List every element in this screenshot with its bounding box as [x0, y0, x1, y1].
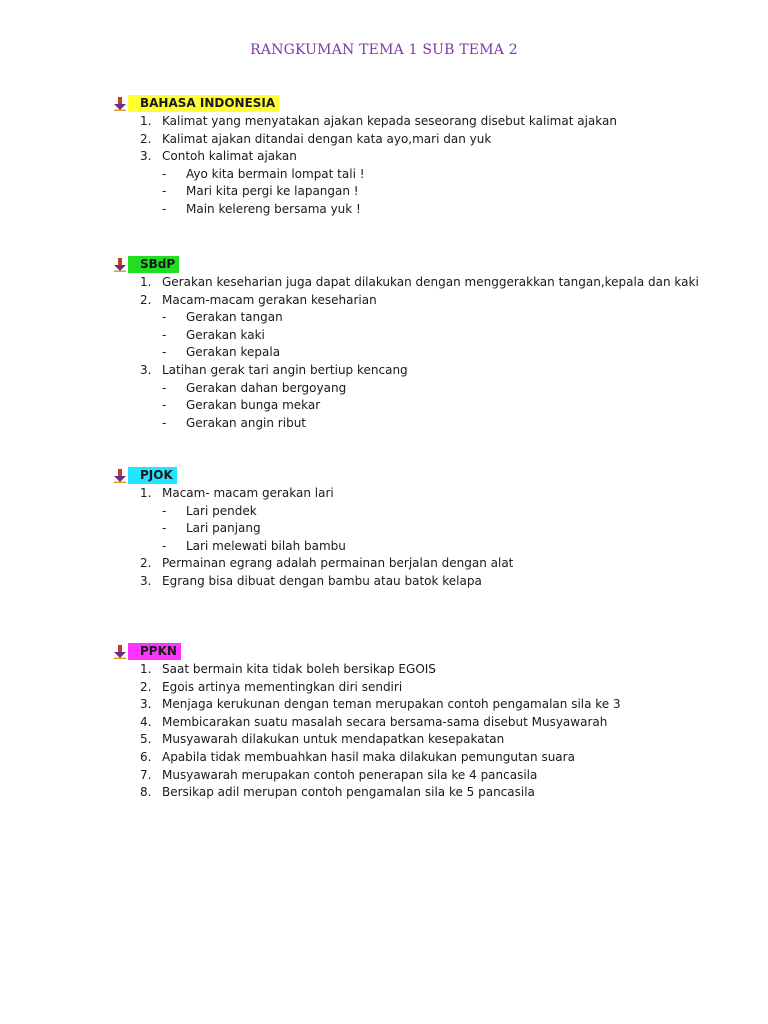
item-number: 7.	[140, 767, 152, 782]
sub-item-text: Lari melewati bilah bambu	[186, 538, 346, 553]
section-heading-row	[114, 256, 714, 274]
list-item	[114, 148, 714, 166]
list-item	[114, 113, 714, 131]
dash-marker: -	[162, 345, 167, 360]
item-number: 2.	[140, 556, 152, 571]
sub-item	[114, 201, 714, 219]
sub-item	[114, 415, 714, 433]
list-item	[114, 714, 714, 732]
item-text: Contoh kalimat ajakan	[162, 149, 297, 164]
section-pjok	[114, 467, 714, 591]
list-item	[114, 555, 714, 573]
list-item	[114, 696, 714, 714]
dash-marker: -	[162, 398, 167, 413]
item-text: Egrang bisa dibuat dengan bambu atau batok kelapa	[162, 573, 482, 588]
dash-marker: -	[162, 380, 167, 395]
sub-item	[114, 503, 714, 521]
list-item	[114, 749, 714, 767]
item-text: Musyawarah merupakan contoh penerapan sila ke 4 pancasila	[162, 767, 538, 782]
item-number: 1.	[140, 114, 152, 128]
section-ppkn	[114, 643, 714, 802]
sub-item	[114, 344, 714, 362]
section-heading: SBdP	[128, 256, 179, 273]
item-number: 3.	[140, 149, 152, 164]
down-arrow-bullet-icon	[114, 97, 126, 111]
sub-item	[114, 520, 714, 538]
item-number: 4.	[140, 714, 152, 729]
item-number: 3.	[140, 697, 152, 712]
down-arrow-bullet-icon	[114, 645, 126, 659]
list-item	[114, 767, 714, 785]
section-sbdp	[114, 256, 714, 432]
down-arrow-bullet-icon	[114, 469, 126, 483]
sub-item-text: Ayo kita bermain lompat tali !	[186, 166, 365, 181]
item-text: Kalimat ajakan ditandai dengan kata ayo,mari dan yuk	[162, 131, 492, 146]
section-bahasa-indonesia	[114, 95, 714, 219]
item-text: Apabila tidak membuahkan hasil maka dilakukan pemungutan suara	[162, 749, 575, 764]
list-item	[114, 485, 714, 503]
sub-item-text: Gerakan dahan bergoyang	[186, 380, 347, 395]
list-item	[114, 131, 714, 149]
section-heading: BAHASA INDONESIA	[128, 95, 279, 112]
dash-marker: -	[162, 521, 167, 536]
sub-item	[114, 309, 714, 327]
sub-item-text: Gerakan bunga mekar	[186, 398, 321, 413]
item-number: 8.	[140, 785, 152, 800]
item-text: Musyawarah dilakukan untuk mendapatkan kesepakatan	[162, 732, 505, 747]
item-number: 2.	[140, 131, 152, 146]
item-text: Menjaga kerukunan dengan teman merupakan contoh pengamalan sila ke 3	[162, 697, 621, 712]
item-text: Membicarakan suatu masalah secara bersama-sama disebut Musyawarah	[162, 714, 608, 729]
sub-item-text: Gerakan angin ribut	[186, 415, 307, 430]
sub-item-text: Gerakan kaki	[186, 327, 265, 342]
item-text: Gerakan keseharian juga dapat dilakukan dengan menggerakkan tangan,kepala dan kaki	[162, 275, 699, 289]
sub-item	[114, 397, 714, 415]
item-number: 1.	[140, 486, 152, 500]
list-item	[114, 573, 714, 591]
section-list	[114, 485, 714, 591]
item-number: 2.	[140, 679, 152, 694]
list-item	[114, 731, 714, 749]
section-list	[114, 661, 714, 802]
sub-item-text: Mari kita pergi ke lapangan !	[186, 184, 359, 199]
item-number: 3.	[140, 362, 152, 377]
item-number: 2.	[140, 292, 152, 307]
item-number: 6.	[140, 749, 152, 764]
section-heading-row	[114, 95, 714, 113]
dash-marker: -	[162, 538, 167, 553]
sub-item-text: Gerakan kepala	[186, 345, 281, 360]
sub-item-text: Lari pendek	[186, 503, 257, 518]
document-title: RANGKUMAN TEMA 1 SUB TEMA 2	[250, 42, 518, 58]
item-text: Permainan egrang adalah permainan berjalan dengan alat	[162, 556, 514, 571]
sub-item-text: Gerakan tangan	[186, 310, 283, 325]
list-item	[114, 274, 714, 292]
section-heading: PJOK	[128, 467, 177, 484]
item-text: Macam-macam gerakan keseharian	[162, 292, 377, 307]
dash-marker: -	[162, 184, 167, 199]
item-text: Egois artinya mementingkan diri sendiri	[162, 679, 403, 694]
dash-marker: -	[162, 327, 167, 342]
sub-item	[114, 538, 714, 556]
sub-item	[114, 327, 714, 345]
section-list	[114, 274, 714, 432]
item-number: 5.	[140, 732, 152, 747]
section-heading-row	[114, 643, 714, 661]
item-text: Macam- macam gerakan lari	[162, 486, 334, 500]
sub-item-text: Main kelereng bersama yuk !	[186, 201, 361, 216]
item-number: 1.	[140, 662, 152, 676]
dash-marker: -	[162, 310, 167, 325]
dash-marker: -	[162, 415, 167, 430]
down-arrow-bullet-icon	[114, 258, 126, 272]
item-text: Kalimat yang menyatakan ajakan kepada seseorang disebut kalimat ajakan	[162, 114, 617, 128]
section-heading-row	[114, 467, 714, 485]
item-number: 1.	[140, 275, 152, 289]
item-text: Latihan gerak tari angin bertiup kencang	[162, 362, 408, 377]
sub-item-text: Lari panjang	[186, 521, 261, 536]
sub-item	[114, 183, 714, 201]
list-item	[114, 362, 714, 380]
list-item	[114, 784, 714, 802]
section-heading: PPKN	[128, 643, 181, 660]
item-number: 3.	[140, 573, 152, 588]
list-item	[114, 292, 714, 310]
sub-item	[114, 166, 714, 184]
item-text: Saat bermain kita tidak boleh bersikap EGOIS	[162, 662, 436, 676]
dash-marker: -	[162, 201, 167, 216]
section-list	[114, 113, 714, 219]
dash-marker: -	[162, 166, 167, 181]
list-item	[114, 661, 714, 679]
list-item	[114, 679, 714, 697]
dash-marker: -	[162, 503, 167, 518]
item-text: Bersikap adil merupan contoh pengamalan sila ke 5 pancasila	[162, 785, 535, 800]
sub-item	[114, 380, 714, 398]
